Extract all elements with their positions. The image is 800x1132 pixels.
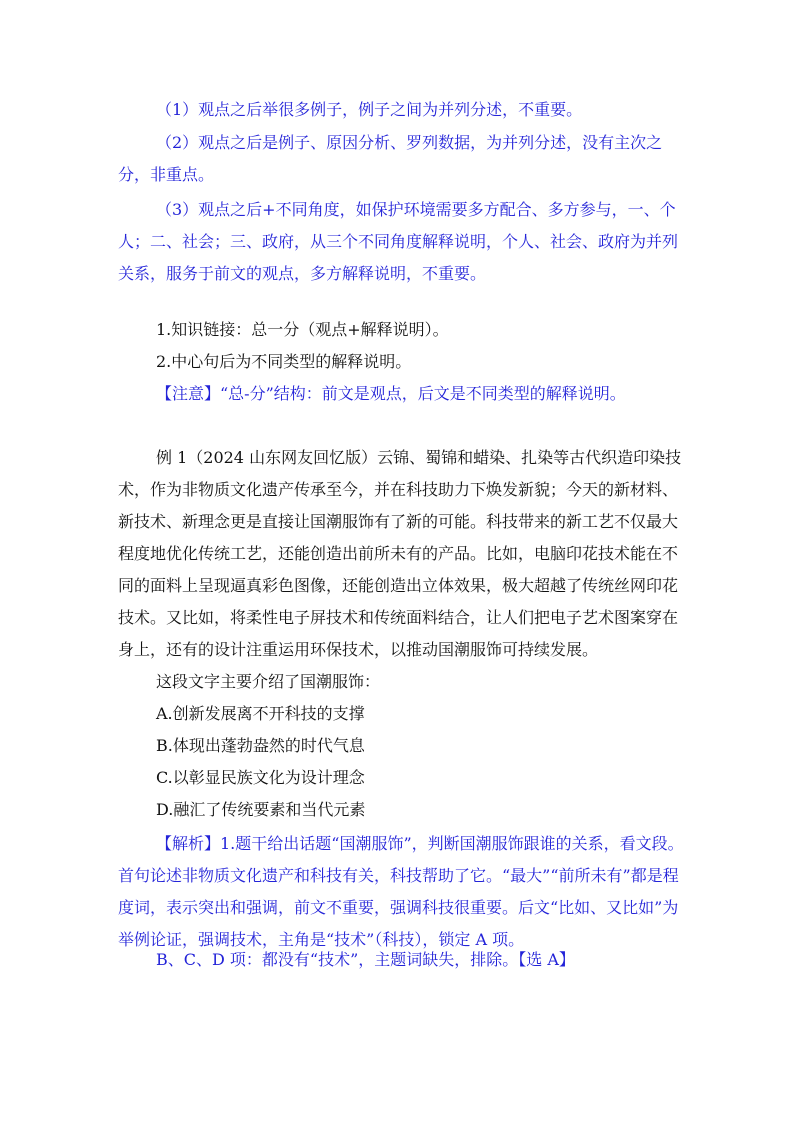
point-3: （3）观点之后+不同角度，如保护环境需要多方配合、多方参与，一、个人；二、社会；三、政府，从三个不同角度解释说明，个人、社会、政府为并列关系，服务于前文的观点，多方解释说明，不重要。 [118, 200, 679, 283]
example-passage: 例 1（2024 山东网友回忆版）云锦、蜀锦和蜡染、扎染等古代织造印染技术，作为非物质文化遗产传承至今，并在科技助力下焕发新貌；今天的新材料、新技术、新理念更是直接让国潮服饰有了新的可能。科技带来的新工艺不仅最大程度地优化传统工艺，还能创造出前所未有的产品。比如，电脑印花技术能在不同的面料上呈现逼真彩色图像，还能创造出立体效果，极大超越了传统丝网印花技术。又比如，将柔性电子屏技术和传统面料结合，让人们把电子艺术图案穿在身上，还有的设计注重运用环保技术，以推动国潮服饰可持续发展。 [118, 448, 682, 659]
structure-note: 【注意】“总-分”结构：前文是观点，后文是不同类型的解释说明。 [156, 384, 626, 403]
option-b: B.体现出蓬勃盎然的时代气息 [156, 736, 365, 755]
option-d: D.融汇了传统要素和当代元素 [156, 800, 366, 819]
analysis: 【解析】1.题干给出话题“国潮服饰”，判断国潮服饰跟谁的关系，看文段。首句论述非物质文化遗产和科技有关，科技帮助了它。“最大”“前所未有”都是程度词，表示突出和强调，前文不重要，强调科技很重要。后文“比如、又比如”为举例论证，强调技术，主角是“技术”（科技），锁定 A 项。 [118, 834, 684, 949]
central-sentence-note: 2.中心句后为不同类型的解释说明。 [156, 352, 412, 371]
question-stem: 这段文字主要介绍了国潮服饰： [156, 672, 381, 691]
point-1: （1）观点之后举很多例子，例子之间为并列分述，不重要。 [156, 100, 583, 119]
point-2: （2）观点之后是例子、原因分析、罗列数据，为并列分述，没有主次之分，非重点。 [118, 133, 663, 184]
option-a: A.创新发展离不开科技的支撑 [156, 704, 365, 723]
knowledge-link: 1.知识链接：总一分（观点+解释说明）。 [156, 320, 449, 339]
conclusion: B、C、D 项：都没有“技术”，主题词缺失，排除。【选 A】 [156, 950, 575, 969]
option-c: C.以彰显民族文化为设计理念 [156, 768, 365, 787]
